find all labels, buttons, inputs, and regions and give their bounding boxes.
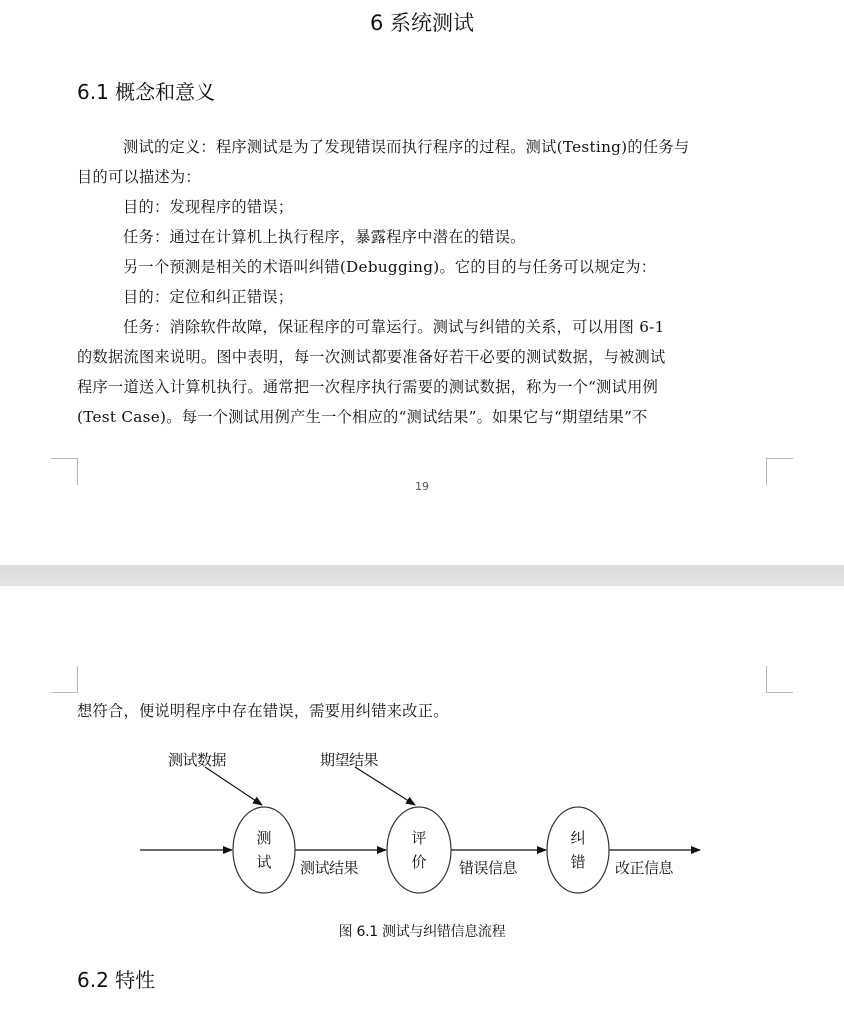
- paragraph-line: (Test Case)。每一个测试用例产生一个相应的“测试结果”。如果它与“期望结果”不: [77, 408, 648, 426]
- node-char: 纠: [570, 829, 586, 847]
- paragraph-line: 想符合，便说明程序中存在错误，需要用纠错来改正。: [77, 702, 449, 720]
- page-number: 19: [415, 480, 429, 493]
- node-evaluate-label: [409, 826, 429, 874]
- section-title-6-2: 6.2 特性: [77, 968, 156, 992]
- node-char: 测: [256, 829, 272, 847]
- paragraph-line: 程序一道送入计算机执行。通常把一次程序执行需要的测试数据，称为一个“测试用例: [77, 378, 659, 396]
- figure-caption: 图 6.1 测试与纠错信息流程: [338, 924, 506, 940]
- paragraph-line: 另一个预测是相关的术语叫纠错(Debugging)。它的目的与任务可以规定为：: [123, 258, 657, 276]
- paragraph-line: 任务：消除软件故障，保证程序的可靠运行。测试与纠错的关系，可以用图 6-1: [123, 318, 665, 336]
- node-debug-label: [568, 826, 588, 874]
- node-char: 价: [411, 853, 427, 871]
- label-fix-info: 改正信息: [615, 859, 674, 877]
- chapter-title: 6 系统测试: [369, 11, 475, 35]
- paragraph-line: 目的可以描述为：: [77, 168, 201, 186]
- paragraph-line: 的数据流图来说明。图中表明，每一次测试都要准备好若干必要的测试数据，与被测试: [77, 348, 666, 366]
- label-test-result: 测试结果: [300, 859, 359, 877]
- label-expected-result: 期望结果: [320, 751, 379, 769]
- label-test-data: 测试数据: [168, 751, 227, 769]
- node-char: 评: [411, 829, 427, 847]
- paragraph-line: 测试的定义：程序测试是为了发现错误而执行程序的过程。测试(Testing)的任务与: [123, 138, 690, 156]
- paragraph-line: 目的：定位和纠正错误；: [123, 288, 294, 306]
- label-error-info: 错误信息: [459, 859, 518, 877]
- section-title-6-1: 6.1 概念和意义: [77, 80, 216, 104]
- node-char: 错: [570, 853, 586, 871]
- paragraph-line: 目的：发现程序的错误；: [123, 198, 294, 216]
- node-test-label: [254, 826, 274, 874]
- node-char: 试: [256, 853, 272, 871]
- paragraph-line: 任务：通过在计算机上执行程序，暴露程序中潜在的错误。: [123, 228, 526, 246]
